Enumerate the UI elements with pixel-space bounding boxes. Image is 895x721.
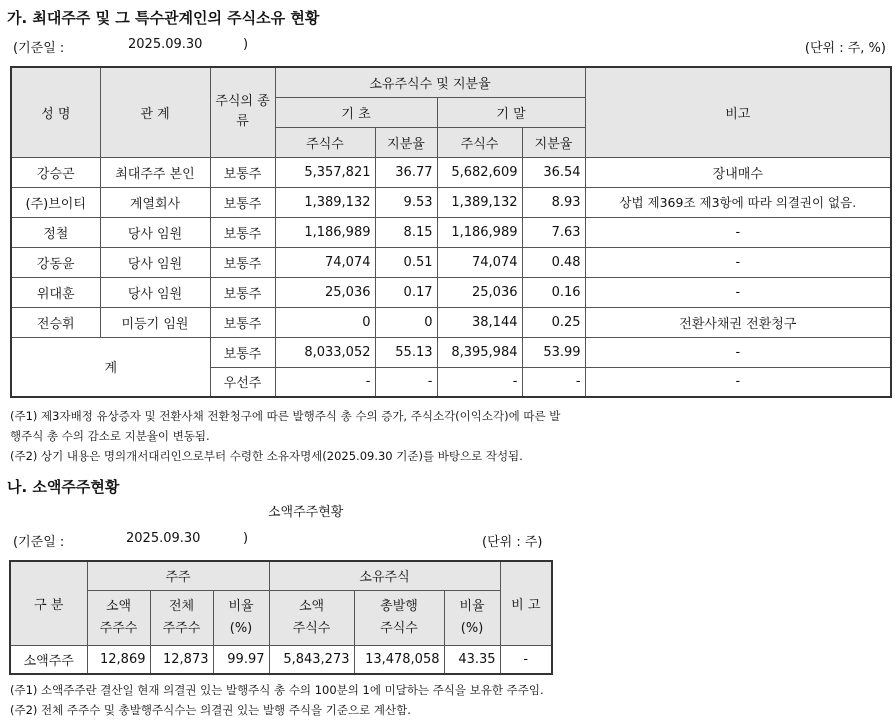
cell-begin-ratio: 0 [375,307,437,337]
cell-begin-shares: 5,357,821 [275,157,375,187]
table-row [10,645,552,674]
cell-end-shares: 8,395,984 [437,337,522,367]
cell-relation: 당사 임원 [100,277,210,307]
cell-type: 보통주 [210,337,275,367]
cell-type: 보통주 [210,157,275,187]
cell-end-shares: - [437,367,522,397]
cell-name: 위대훈 [11,277,100,307]
header-stock-type: 주식의 종류 [210,67,275,157]
header-minor-holders: 소액 주주수 [87,590,150,645]
cell-remark: 전환사채권 전환청구 [585,307,891,337]
table-row [11,187,891,217]
header-name: 성 명 [11,67,100,157]
cell-type: 보통주 [210,247,275,277]
cell-holders-ratio: 99.97 [213,645,269,674]
cell-relation: 미등기 임원 [100,307,210,337]
table-row [11,217,891,247]
cell-remark: 상법 제369조 제3항에 따라 의결권이 없음. [585,187,891,217]
cell-begin-ratio: 8.15 [375,217,437,247]
header-begin-shares: 주식수 [275,127,375,157]
base-date-close: ) [243,531,249,546]
section-b-title: 나. 소액주주현황 [7,478,120,496]
cell-end-shares: 1,186,989 [437,217,522,247]
cell-relation: 당사 임원 [100,247,210,277]
cell-begin-ratio: - [375,367,437,397]
cell-begin-shares: 25,036 [275,277,375,307]
cell-begin-shares: 1,186,989 [275,217,375,247]
header-end-ratio: 지분율 [522,127,585,157]
table-row [11,307,891,337]
note-b1: (주1) 소액주주란 결산일 현재 의결권 있는 발행주식 총 수의 100분의 1에 미달하는 주식을 보유한 주주임. [10,683,544,697]
cell-type: 보통주 [210,277,275,307]
cell-remark: - [585,217,891,247]
cell-name: (주)브이티 [11,187,100,217]
cell-name: 전승휘 [11,307,100,337]
cell-begin-ratio: 9.53 [375,187,437,217]
cell-end-ratio: 0.48 [522,247,585,277]
cell-begin-ratio: 0.17 [375,277,437,307]
header-relation: 관 계 [100,67,210,157]
header-total-shares: 총발행 주식수 [354,590,444,645]
header-remark: 비 고 [500,561,552,645]
header-total-holders: 전체 주주수 [150,590,213,645]
cell-total-shares: 13,478,058 [354,645,444,674]
header-end: 기 말 [437,97,585,127]
base-date: 2025.09.30 [128,37,203,52]
cell-remark: - [585,277,891,307]
cell-relation: 최대주주 본인 [100,157,210,187]
table-row [11,277,891,307]
cell-end-ratio: 53.99 [522,337,585,367]
header-begin: 기 초 [275,97,437,127]
header-owned: 소유주식 [269,561,500,590]
cell-remark: - [585,367,891,397]
cell-remark: - [500,645,552,674]
base-date-label: (기준일 : [13,535,65,550]
note-b2: (주2) 전체 주주수 및 총발행주식수는 의결권 있는 발행 주식을 기준으로 계산함. [10,703,411,717]
cell-end-shares: 38,144 [437,307,522,337]
cell-begin-shares: 0 [275,307,375,337]
cell-relation: 당사 임원 [100,217,210,247]
cell-end-ratio: 36.54 [522,157,585,187]
cell-total-holders: 12,873 [150,645,213,674]
header-ownership: 소유주식수 및 지분율 [275,67,585,97]
cell-minor-holders: 12,869 [87,645,150,674]
note-2: (주2) 상기 내용은 명의개서대리인으로부터 수령한 소유자명세(2025.09.30 기준)를 바탕으로 작성됨. [10,449,523,463]
note-1b: 행주식 총 수의 감소로 지분율이 변동됨. [10,429,210,443]
header-holders: 주주 [87,561,269,590]
cell-name: 강승곤 [11,157,100,187]
header-category: 구 분 [10,561,87,645]
table-row [11,247,891,277]
cell-type: 우선주 [210,367,275,397]
cell-remark: - [585,247,891,277]
minority-shareholder-table [9,560,553,675]
base-date: 2025.09.30 [126,531,201,546]
header-end-shares: 주식수 [437,127,522,157]
header-begin-ratio: 지분율 [375,127,437,157]
note-1a: (주1) 제3자배정 유상증자 및 전환사채 전환청구에 따른 발행주식 총 수의 증가, 주식소각(이익소각)에 따른 발 [10,409,561,423]
cell-end-shares: 25,036 [437,277,522,307]
cell-end-ratio: 8.93 [522,187,585,217]
cell-end-shares: 5,682,609 [437,157,522,187]
unit-label: (단위 : 주) [482,535,543,550]
cell-begin-shares: 1,389,132 [275,187,375,217]
section-a-title: 가. 최대주주 및 그 특수관계인의 주식소유 현황 [7,9,320,27]
major-shareholder-table [10,66,892,398]
header-remark: 비고 [585,67,891,157]
cell-type: 보통주 [210,307,275,337]
total-label: 계 [11,337,210,397]
cell-remark: - [585,337,891,367]
cell-type: 보통주 [210,187,275,217]
cell-type: 보통주 [210,217,275,247]
cell-category: 소액주주 [10,645,87,674]
cell-name: 강동윤 [11,247,100,277]
header-minor-shares: 소액 주식수 [269,590,354,645]
cell-end-ratio: 0.16 [522,277,585,307]
cell-end-shares: 74,074 [437,247,522,277]
cell-begin-ratio: 0.51 [375,247,437,277]
cell-end-shares: 1,389,132 [437,187,522,217]
cell-shares-ratio: 43.35 [444,645,500,674]
section-b-caption: 소액주주현황 [268,505,344,520]
cell-begin-shares: - [275,367,375,397]
cell-name: 정철 [11,217,100,247]
header-shares-ratio: 비율 (%) [444,590,500,645]
base-date-label: (기준일 : [13,41,65,56]
cell-begin-ratio: 36.77 [375,157,437,187]
total-row-common [11,337,891,367]
table-row [11,157,891,187]
unit-label: (단위 : 주, %) [804,41,886,56]
cell-end-ratio: - [522,367,585,397]
cell-relation: 계열회사 [100,187,210,217]
cell-end-ratio: 0.25 [522,307,585,337]
cell-remark: 장내매수 [585,157,891,187]
cell-minor-shares: 5,843,273 [269,645,354,674]
cell-begin-ratio: 55.13 [375,337,437,367]
base-date-close: ) [243,37,249,52]
cell-begin-shares: 8,033,052 [275,337,375,367]
cell-begin-shares: 74,074 [275,247,375,277]
cell-end-ratio: 7.63 [522,217,585,247]
header-holders-ratio: 비율 (%) [213,590,269,645]
